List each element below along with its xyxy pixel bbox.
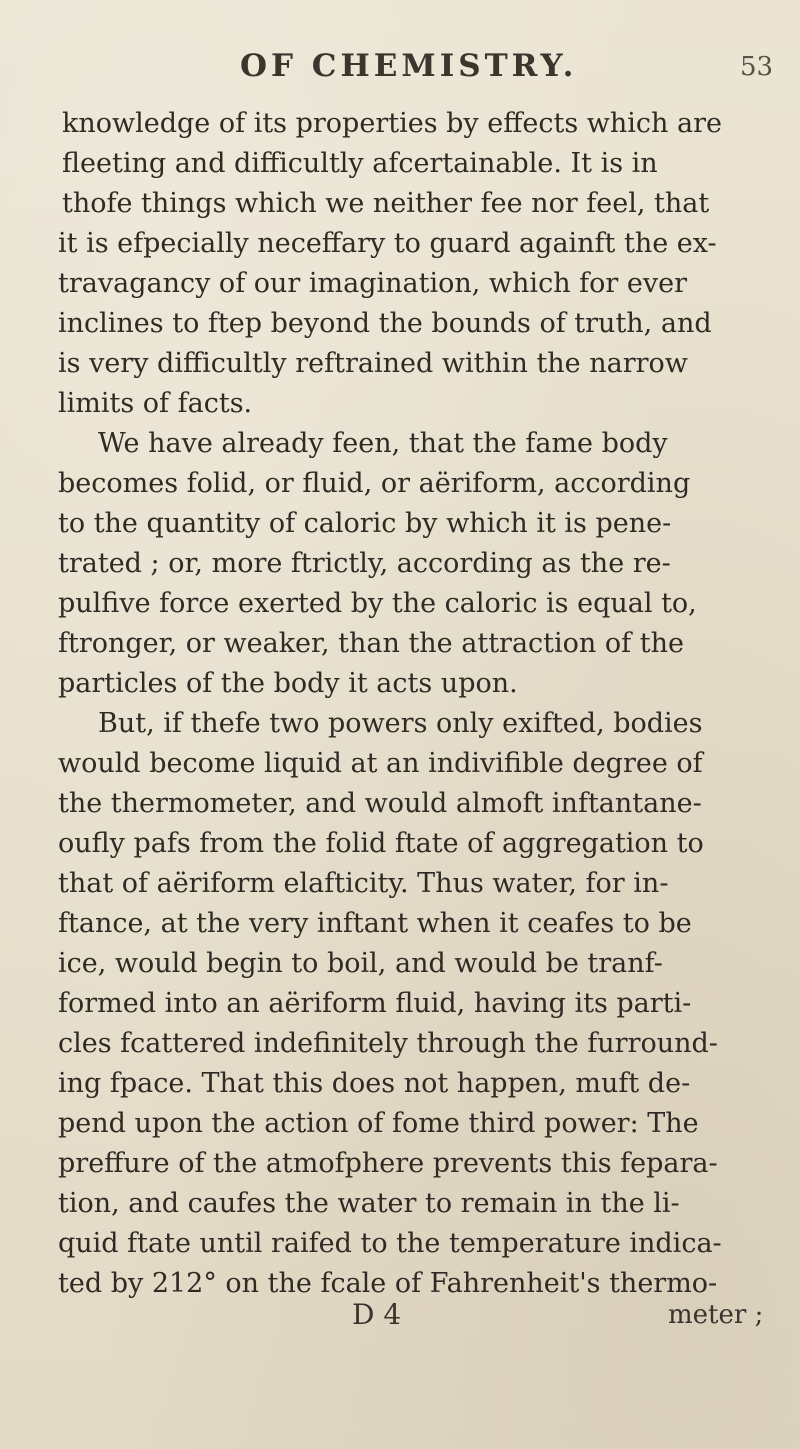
text-line: is very difficultly reftrained within the narrow: [58, 348, 688, 379]
text-line: But, if thefe two powers only exifted, bodies: [98, 708, 703, 739]
catchword: meter ;: [668, 1300, 764, 1330]
text-line: tion, and caufes the water to remain in the li-: [58, 1188, 680, 1219]
text-line: to the quantity of caloric by which it is pene-: [58, 508, 672, 539]
text-line: particles of the body it acts upon.: [58, 668, 518, 699]
text-line: pend upon the action of fome third power: The: [58, 1108, 699, 1139]
text-line: ing fpace. That this does not happen, muft de-: [58, 1068, 691, 1099]
text-line: limits of facts.: [58, 388, 253, 419]
text-line: We have already feen, that the fame body: [98, 428, 668, 459]
text-line: ftance, at the very inftant when it ceafes to be: [58, 908, 692, 939]
text-line: ted by 212° on the fcale of Fahrenheit's thermo-: [58, 1268, 718, 1299]
text-line: quid ftate until raifed to the temperature indica-: [58, 1228, 722, 1259]
text-line: that of aëriform elafticity. Thus water, for in-: [58, 868, 669, 899]
text-line: travagancy of our imagination, which for ever: [58, 268, 688, 299]
text-line: it is efpecially neceffary to guard againft the ex-: [58, 228, 717, 259]
text-line: trated ; or, more ftrictly, according as the re-: [58, 548, 671, 579]
text-line: fleeting and difficultly afcertainable. It is in: [62, 148, 658, 179]
text-line: ice, would begin to boil, and would be tranf-: [58, 948, 663, 979]
text-line: would become liquid at an indivifible degree of: [58, 748, 703, 779]
text-line: the thermometer, and would almoft inftantane-: [58, 788, 702, 819]
text-line: thofe things which we neither fee nor feel, that: [62, 188, 710, 219]
text-line: pulfive force exerted by the caloric is equal to,: [58, 588, 697, 619]
text-line: formed into an aëriform fluid, having its parti-: [58, 988, 692, 1019]
signature-mark: D 4: [352, 1298, 402, 1331]
text-line: oufly pafs from the folid ftate of aggregation to: [58, 828, 704, 859]
text-line: cles fcattered indefinitely through the furround-: [58, 1028, 718, 1059]
text-line: inclines to ftep beyond the bounds of truth, and: [58, 308, 712, 339]
text-line: ftronger, or weaker, than the attraction of the: [58, 628, 684, 659]
text-line: becomes folid, or fluid, or aëriform, according: [58, 468, 691, 499]
running-head: OF CHEMISTRY.: [240, 48, 578, 84]
text-line: knowledge of its properties by effects which are: [62, 108, 723, 139]
text-line: preffure of the atmofphere prevents this fepara-: [58, 1148, 718, 1179]
page-number: 53: [740, 52, 774, 82]
